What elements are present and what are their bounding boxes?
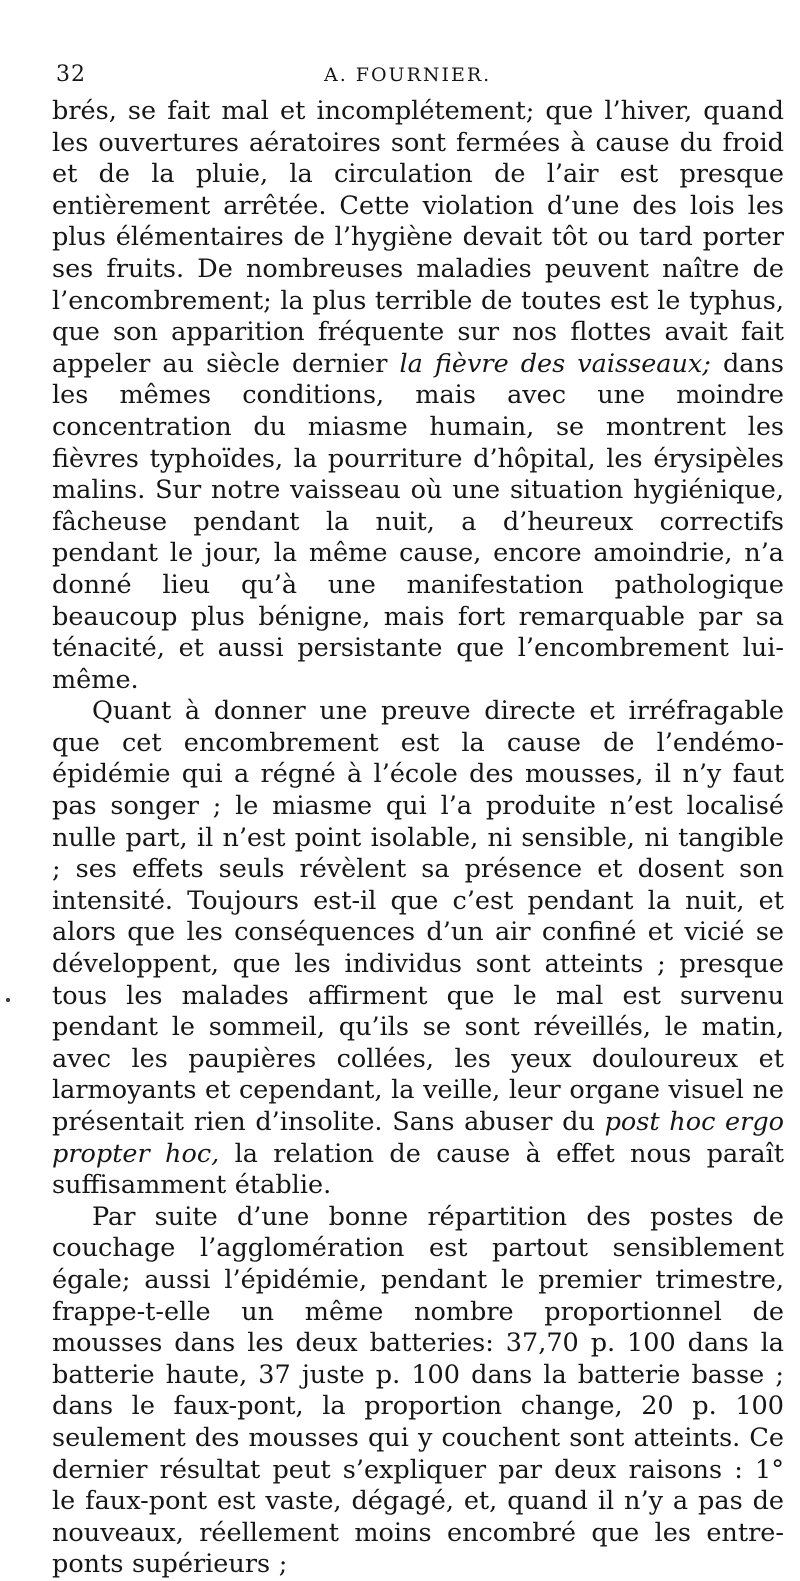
paragraph-3-text: Par suite d’une bonne répartition des postes de couchage l’agglomération est partout sensiblement égale; aussi l’épidémie, pendant le premier trimestre, frappe-t-elle un même nombre proportionnel de mousses dans les deux batteries: 37,70 p. 100 dans la batterie haute, 37 juste p. 100 dans la batterie basse ; dans le faux-pont, la proportion change, 20 p. 100 seulement des mousses qui y couchent sont atteints. Ce dernier résultat peut s’expliquer par deux raisons : 1° le faux-pont est vaste, dégagé, et, quand il n’y a pas de nouveaux, réellement moins encombré que les entre-ponts supérieurs ; [52, 1201, 784, 1580]
paragraph-1 [52, 96, 784, 696]
paragraph-1-italic-phrase: la fièvre des vaisseaux; [399, 348, 711, 379]
paragraph-2-text-a: Quant à donner une preuve directe et irréfragable que cet encombrement est la cause de l’endémo-épidémie qui a régné à l’école des mousses, il n’y faut pas songer ; le miasme qui l’a produite n’est localisé nulle part, il n’est point isolable, ni sensible, ni tangible ; ses effets seuls révèlent sa présence et dosent son intensité. Toujours est-il que c’est pendant la nuit, et alors que les conséquences d’un air confiné et vicié se développent, que les individus sont atteints ; presque tous les malades affirment que le mal est survenu pendant le sommeil, qu’ils se sont réveillés, le matin, avec les paupières collées, les yeux douloureux et larmoyants et cependant, la veille, leur organe visuel ne présentait rien d’insolite. Sans abuser du [52, 696, 784, 1137]
margin-dot [6, 998, 10, 1002]
paragraph-1-text-a: brés, se fait mal et incomplétement; que l’hiver, quand les ouvertures aératoires sont fermées à cause du froid et de la pluie, la circulation de l’air est presque entièrement arrêtée. Cette violation d’une des lois les plus élémentaires de l’hygiène devait tôt ou tard porter ses fruits. De nombreuses maladies peuvent naître de l’encombrement; la plus terrible de toutes est le typhus, que son apparition fréquente sur nos flottes avait fait appeler au siècle dernier [52, 96, 784, 379]
paragraph-2 [52, 696, 784, 1202]
paragraph-1-text-b: dans les mêmes conditions, mais avec une moindre concentration du miasme humain, se montrent les fièvres typhoïdes, la pourriture d’hôpital, les érysipèles malins. Sur notre vaisseau où une situation hygiénique, fâcheuse pendant la nuit, a d’heureux correctifs pendant le jour, la même cause, encore amoindrie, n’a donné lieu qu’à une manifestation pathologique beaucoup plus bénigne, mais fort remarquable par sa ténacité, et aussi persistante que l’encombrement lui-même. [52, 348, 784, 695]
page-number: 32 [56, 62, 86, 87]
paragraph-2-text-b: la relation de cause à effet nous paraît suffisamment établie. [52, 1138, 784, 1201]
paragraph-3 [52, 1202, 784, 1581]
paragraph-2-italic-phrase: post hoc ergo propter hoc, [52, 1107, 785, 1169]
page [52, 58, 784, 1581]
running-title: A. FOURNIER. [324, 64, 492, 86]
running-head [52, 58, 784, 96]
